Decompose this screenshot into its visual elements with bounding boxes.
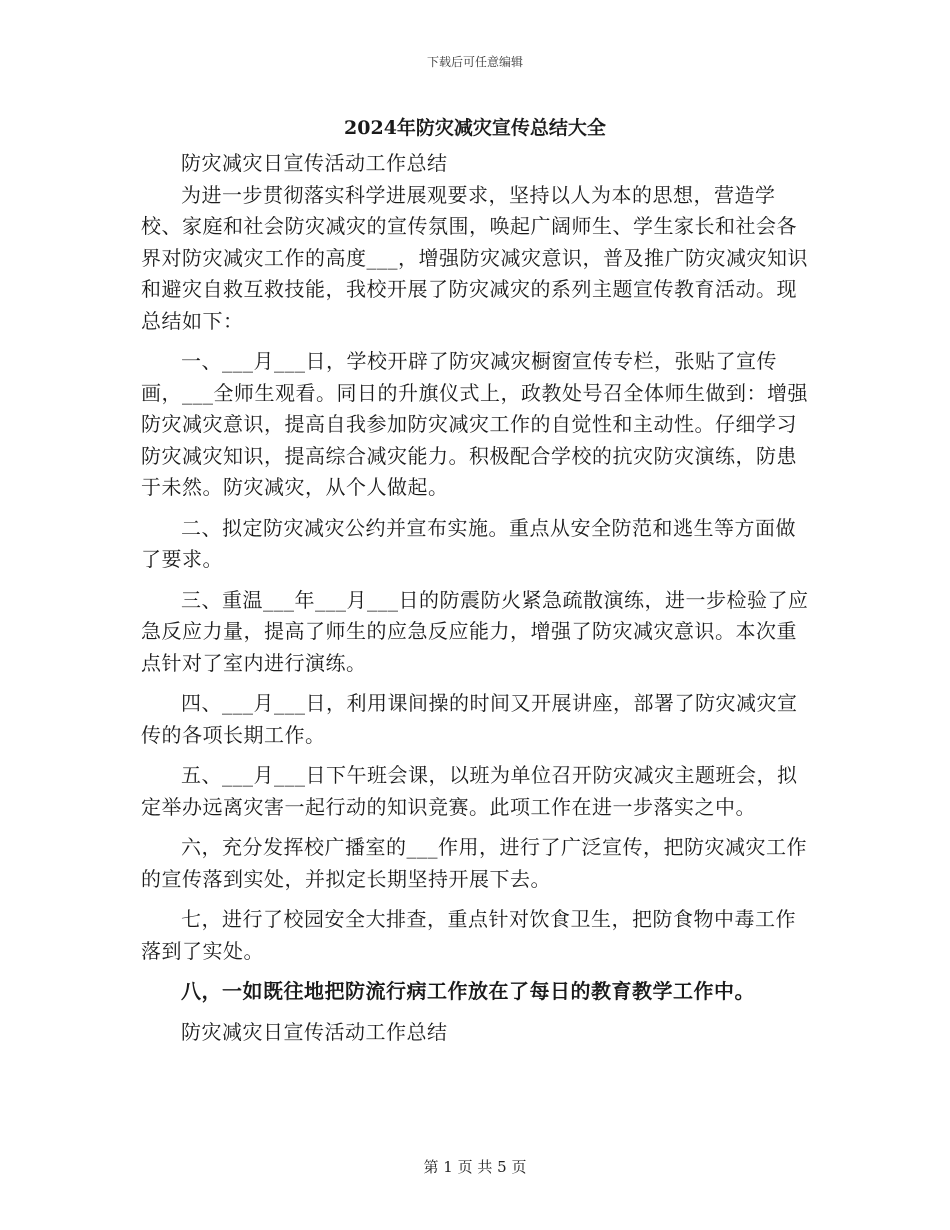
paragraph: 为进一步贯彻落实科学进展观要求，坚持以人为本的思想，营造学校、家庭和社会防灾减灾的宣传氛围，唤起广阔师生、学生家长和社会各界对防灾减灾工作的高度___，增强防灾减灾意识，普及推广防灾减灾知识和避灾自救互救技能，我校开展了防灾减灾的系列主题宣传教育活动。现总结如下： (141, 182, 808, 333)
paragraph: 四、___月___日，利用课间操的时间又开展讲座，部署了防灾减灾宣传的各项长期工作。 (141, 691, 798, 747)
paragraph: 五、___月___日下午班会课，以班为单位召开防灾减灾主题班会，拟定举办远离灾害一起行动的知识竞赛。此项工作在进一步落实之中。 (141, 763, 798, 819)
header-note: 下载后可任意编辑 (426, 55, 523, 69)
paragraph: 一、___月___日，学校开辟了防灾减灾橱窗宣传专栏，张贴了宣传画，___全师生观看。同日的升旗仪式上，政教处号召全体师生做到：增强防灾减灾意识，提高自我参加防灾减灾工作的自觉性和主动性。仔细学习防灾减灾知识，提高综合减灾能力。积极配合学校的抗灾防灾演练，防患于未然。防灾减灾，从个人做起。 (141, 349, 808, 499)
document-body (141, 148, 811, 1048)
paragraph: 防灾减灾日宣传活动工作总结 (181, 1019, 448, 1044)
paragraph: 三、重温___年___月___日的防震防火紧急疏散演练，进一步检验了应急反应力量，提高了师生的应急反应能力，增强了防灾减灾意识。本次重点针对了室内进行演练。 (141, 587, 809, 675)
paragraph: 六，充分发挥校广播室的___作用，进行了广泛宣传，把防灾减灾工作的宣传落到实处，并拟定长期坚持开展下去。 (141, 835, 807, 891)
paragraph: 八，一如既往地把防流行病工作放在了每日的教育教学工作中。 (181, 979, 755, 1003)
paragraph: 七，进行了校园安全大排查，重点针对饮食卫生，把防食物中毒工作落到了实处。 (141, 907, 796, 963)
document-title: 2024年防灾减灾宣传总结大全 (344, 117, 606, 139)
paragraph: 二、拟定防灾减灾公约并宣布实施。重点从安全防范和逃生等方面做了要求。 (141, 515, 796, 571)
page-footer: 第 1 页 共 5 页 (423, 1158, 527, 1176)
paragraph: 防灾减灾日宣传活动工作总结 (181, 151, 448, 175)
